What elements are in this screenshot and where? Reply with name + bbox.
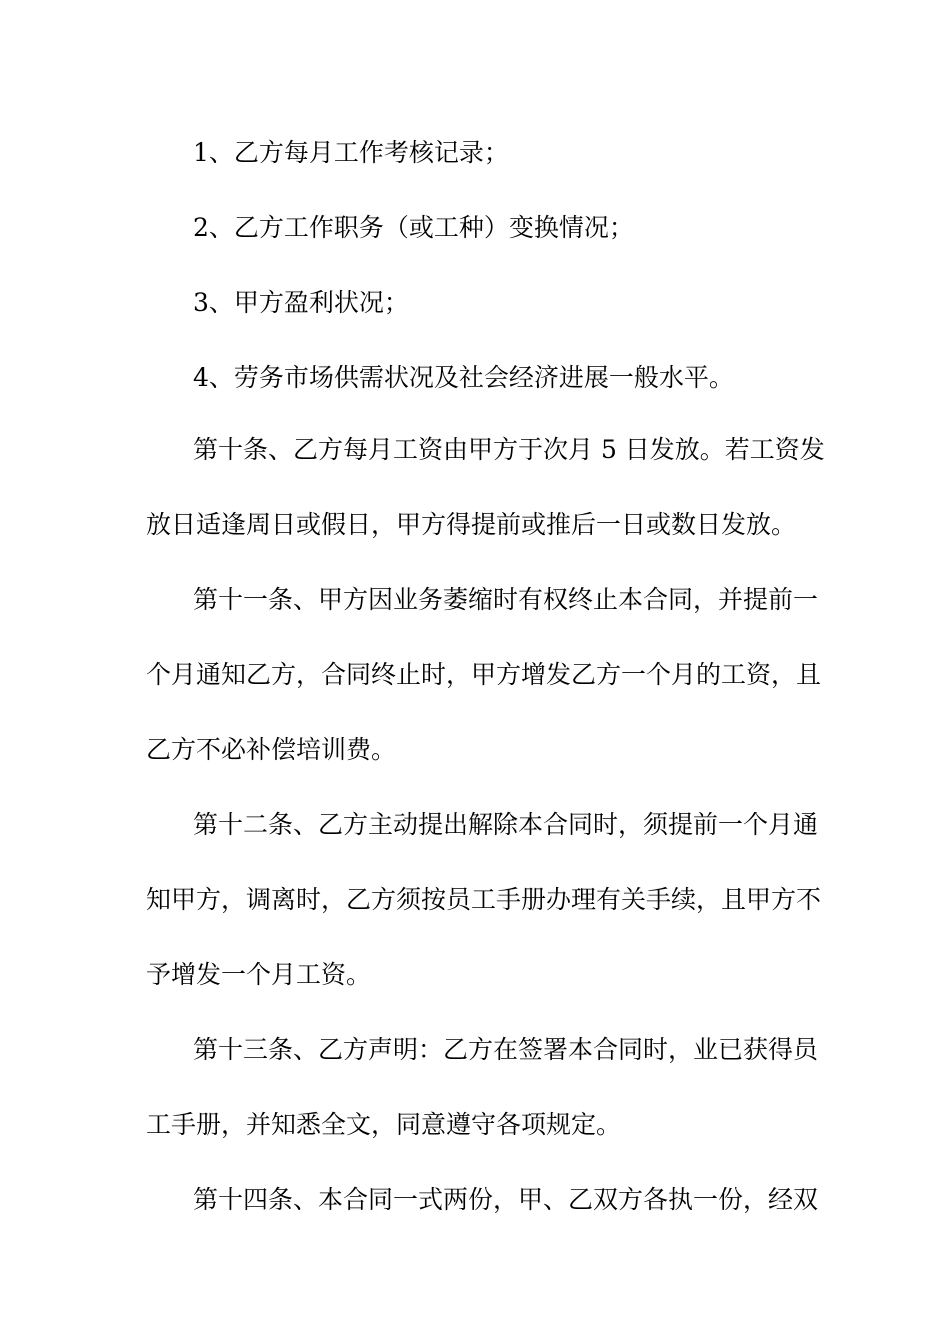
article-12-line-1: 第十二条、乙方主动提出解除本合同时，须提前一个月通 xyxy=(193,810,819,839)
list-item-2: 2、乙方工作职务（或工种）变换情况； xyxy=(193,213,634,242)
article-12-line-3: 予增发一个月工资。 xyxy=(146,960,372,989)
list-item-4: 4、劳务市场供需状况及社会经济进展一般水平。 xyxy=(193,363,734,392)
list-item-3: 3、甲方盈利状况； xyxy=(193,288,409,317)
article-11-line-1: 第十一条、甲方因业务萎缩时有权终止本合同，并提前一 xyxy=(193,585,819,614)
article-13-line-1: 第十三条、乙方声明：乙方在签署本合同时，业已获得员 xyxy=(193,1035,819,1064)
article-10-line-2: 放日适逢周日或假日，甲方得提前或推后一日或数日发放。 xyxy=(146,510,797,539)
article-12-line-2: 知甲方，调离时，乙方须按员工手册办理有关手续，且甲方不 xyxy=(146,885,822,914)
article-14-line-1: 第十四条、本合同一式两份，甲、乙双方各执一份，经双 xyxy=(193,1185,819,1214)
article-13-line-2: 工手册，并知悉全文，同意遵守各项规定。 xyxy=(146,1110,622,1139)
article-11-line-2: 个月通知乙方，合同终止时，甲方增发乙方一个月的工资，且 xyxy=(146,660,822,689)
article-11-line-3: 乙方不必补偿培训费。 xyxy=(146,735,397,764)
list-item-1: 1、乙方每月工作考核记录； xyxy=(193,138,509,167)
article-10-line-1: 第十条、乙方每月工资由甲方于次月 5 日发放。若工资发 xyxy=(193,435,825,464)
